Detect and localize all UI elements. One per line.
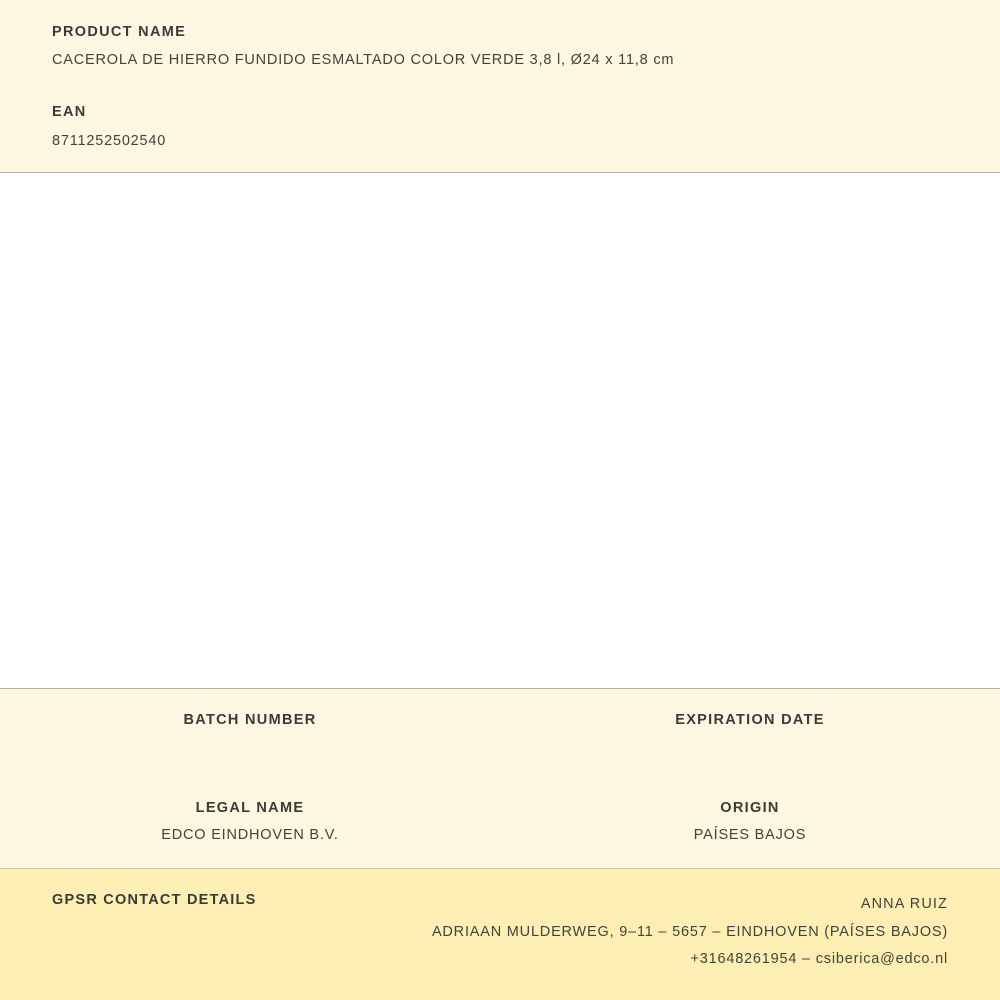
legal-name-value: EDCO EINDHOVEN B.V. [161, 826, 339, 843]
header-spacer [52, 70, 948, 104]
expiration-date-cell [500, 711, 1000, 755]
origin-value: PAÍSES BAJOS [693, 826, 807, 843]
product-image-area [0, 173, 1000, 688]
ean-value: 8711252502540 [52, 132, 167, 149]
legal-name-label: LEGAL NAME [195, 799, 305, 816]
product-header-inner [0, 24, 1000, 150]
batch-number-label: BATCH NUMBER [183, 711, 317, 728]
ean-label: EAN [52, 104, 87, 121]
batch-number-cell [0, 711, 500, 755]
details-row-batch-expiration [0, 711, 1000, 755]
expiration-date-value [520, 738, 980, 755]
origin-cell [500, 799, 1000, 845]
product-details-section [0, 689, 1000, 870]
product-name-label: PRODUCT NAME [52, 24, 187, 40]
product-header-section [0, 0, 1000, 173]
legal-name-cell [0, 799, 500, 845]
batch-number-value [20, 738, 480, 755]
gpsr-contact-name: ANNA RUIZ [860, 896, 948, 913]
product-name-value: CACEROLA DE HIERRO FUNDIDO ESMALTADO COLOR VERDE 3,8 l, Ø24 x 11,8 cm [52, 52, 675, 69]
gpsr-contact-address: ADRIAAN MULDERWEG, 9–11 – 5657 – EINDHOVEN (PAÍSES BAJOS) [431, 923, 948, 940]
gpsr-contact-block [432, 891, 948, 974]
origin-label: ORIGIN [720, 799, 780, 816]
details-row-legal-origin [0, 799, 1000, 845]
expiration-date-label: EXPIRATION DATE [675, 711, 825, 728]
gpsr-contact-phone-email[interactable]: +31648261954 – csiberica@edco.nl [690, 951, 948, 968]
gpsr-contact-details-label: GPSR CONTACT DETAILS [52, 892, 257, 909]
details-row-spacer [0, 755, 1000, 799]
gpsr-footer-section [0, 869, 1000, 1000]
